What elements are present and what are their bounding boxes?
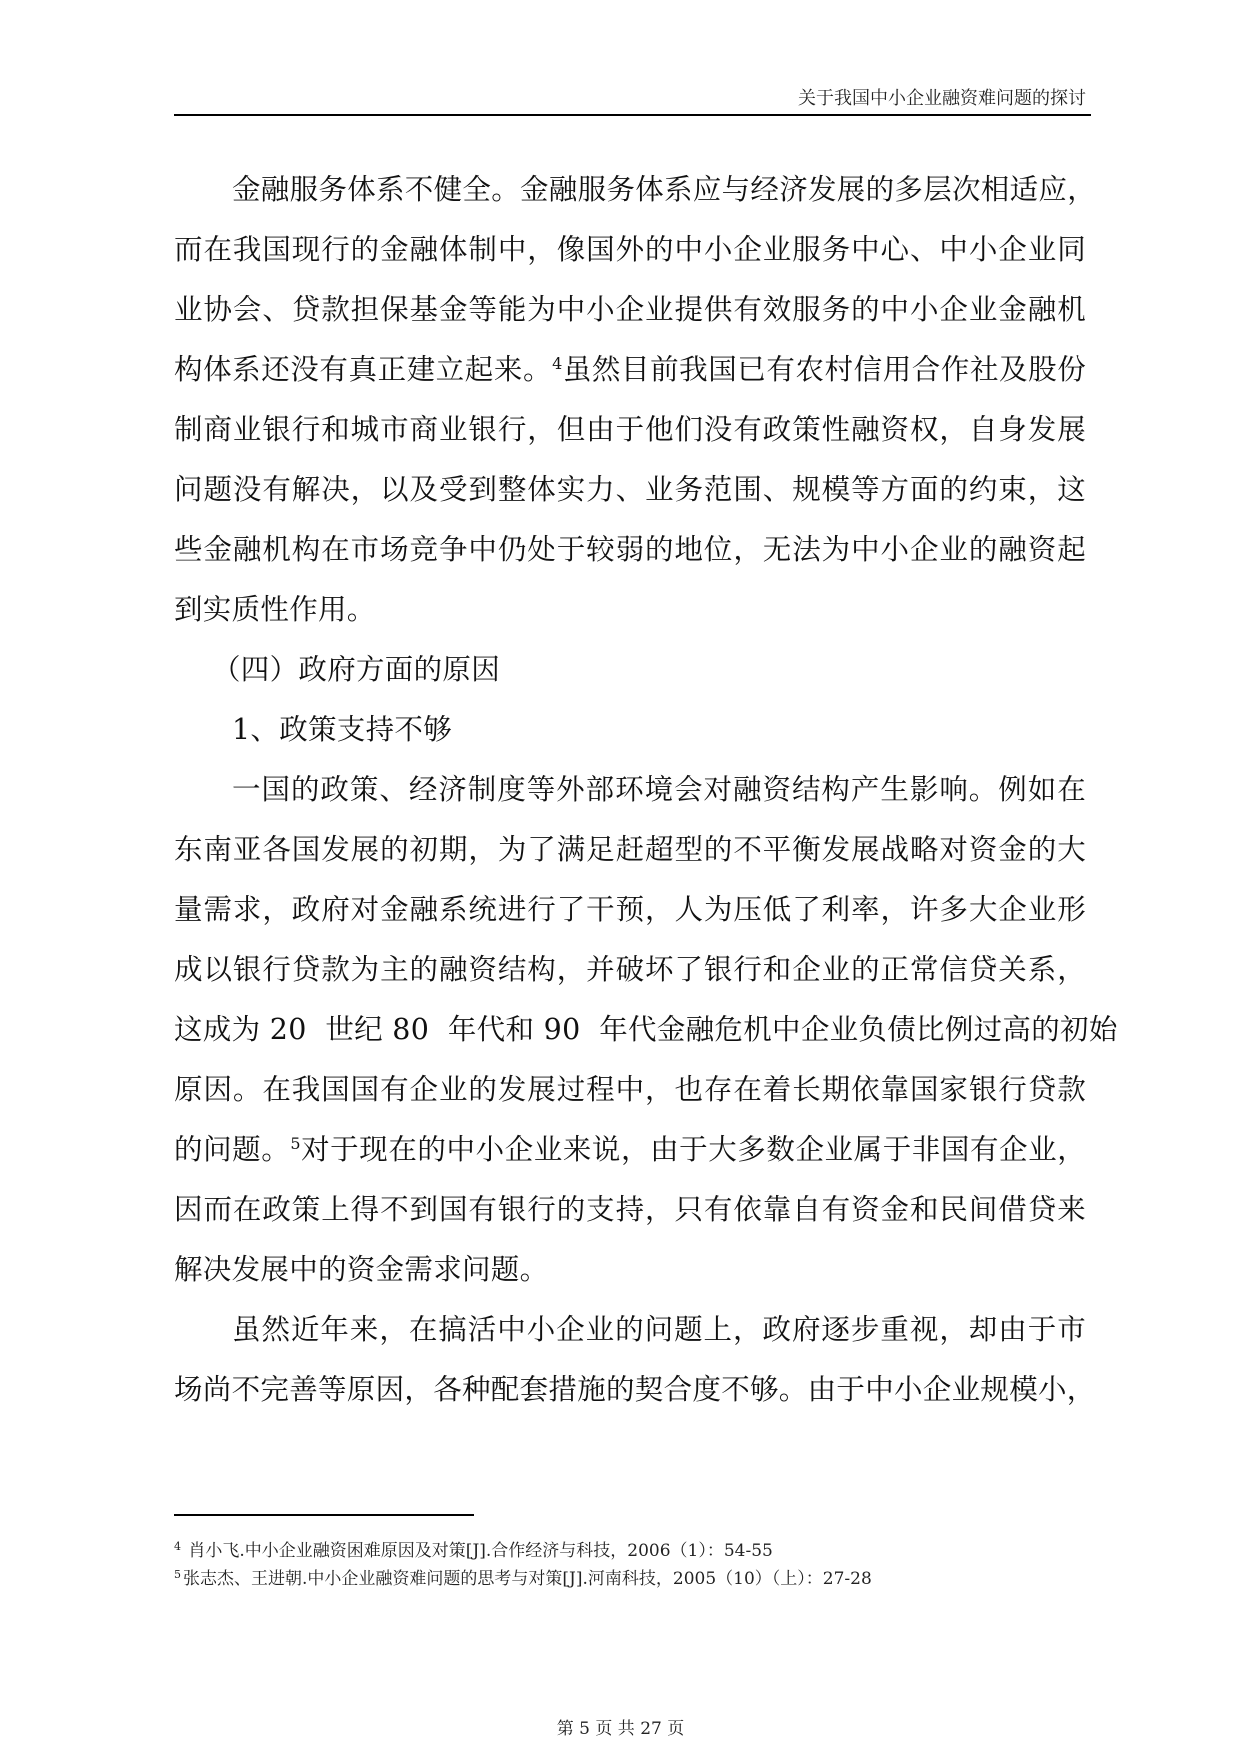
paragraph-line xyxy=(174,1120,1086,1180)
paragraph-line: 因而在政策上得不到国有银行的支持，只有依靠自有资金和民间借贷来 xyxy=(174,1193,1086,1226)
paragraph-line xyxy=(174,340,1086,400)
footnote-text: 肖小飞.中小企业融资困难原因及对策[J].合作经济与科技，2006（1）：54-55 xyxy=(183,1541,773,1561)
footnote-mark: 5 xyxy=(174,1568,181,1581)
line-text: 对于现在的中小企业来说，由于大多数企业属于非国有企业， xyxy=(300,1133,1086,1166)
paragraph-line: 而在我国现行的金融体制中，像国外的中小企业服务中心、中小企业同 xyxy=(174,233,1086,266)
footnote-mark: 4 xyxy=(174,1540,181,1553)
paragraph-line: 些金融机构在市场竞争中仍处于较弱的地位，无法为中小企业的融资起 xyxy=(174,533,1086,566)
page-number: 第 5 页 共 27 页 xyxy=(556,1719,685,1739)
footnote-4 xyxy=(174,1536,773,1561)
paragraph-line: 制商业银行和城市商业银行，但由于他们没有政策性融资权，自身发展 xyxy=(174,413,1086,446)
footnote-ref-5: 5 xyxy=(290,1134,301,1153)
line-text: 的问题。 xyxy=(174,1133,291,1166)
page-header-title: 关于我国中小企业融资难问题的探讨 xyxy=(798,88,1086,109)
paragraph-line: 成以银行贷款为主的融资结构，并破坏了银行和企业的正常信贷关系， xyxy=(174,953,1086,986)
header-rule xyxy=(174,114,1091,116)
paragraph-line: 业协会、贷款担保基金等能为中小企业提供有效服务的中小企业金融机 xyxy=(174,293,1086,326)
paragraph-line: 到实质性作用。 xyxy=(174,593,376,626)
paragraph-line: 一国的政策、经济制度等外部环境会对融资结构产生影响。例如在 xyxy=(232,773,1086,806)
paragraph-line: 这成为 20 世纪 80 年代和 90 年代金融危机中企业负债比例过高的初始 xyxy=(174,1013,1118,1046)
subsection-heading: 1、政策支持不够 xyxy=(232,713,453,746)
section-heading: （四）政府方面的原因 xyxy=(212,653,501,686)
paragraph-line: 金融服务体系不健全。金融服务体系应与经济发展的多层次相适应， xyxy=(232,173,1097,206)
footnote-5 xyxy=(174,1564,872,1589)
line-text: 构体系还没有真正建立起来。 xyxy=(174,353,553,386)
paragraph-line: 东南亚各国发展的初期，为了满足赶超型的不平衡发展战略对资金的大 xyxy=(174,833,1086,866)
paragraph-line: 原因。在我国国有企业的发展过程中，也存在着长期依靠国家银行贷款 xyxy=(174,1073,1086,1106)
footnote-rule xyxy=(174,1514,474,1516)
paragraph-line: 量需求，政府对金融系统进行了干预，人为压低了利率，许多大企业形 xyxy=(174,893,1086,926)
line-text: 虽然目前我国已有农村信用合作社及股份 xyxy=(562,353,1087,386)
paragraph-line: 解决发展中的资金需求问题。 xyxy=(174,1253,549,1286)
footnote-text: 张志杰、王进朝.中小企业融资难问题的思考与对策[J].河南科技，2005（10）（上）：27-28 xyxy=(183,1569,872,1589)
paragraph-line: 场尚不完善等原因，各种配套措施的契合度不够。由于中小企业规模小， xyxy=(174,1373,1096,1406)
paragraph-line: 虽然近年来，在搞活中小企业的问题上，政府逐步重视，却由于市 xyxy=(232,1313,1086,1346)
footnote-ref-4: 4 xyxy=(552,354,563,373)
paragraph-line: 问题没有解决，以及受到整体实力、业务范围、规模等方面的约束，这 xyxy=(174,473,1086,506)
